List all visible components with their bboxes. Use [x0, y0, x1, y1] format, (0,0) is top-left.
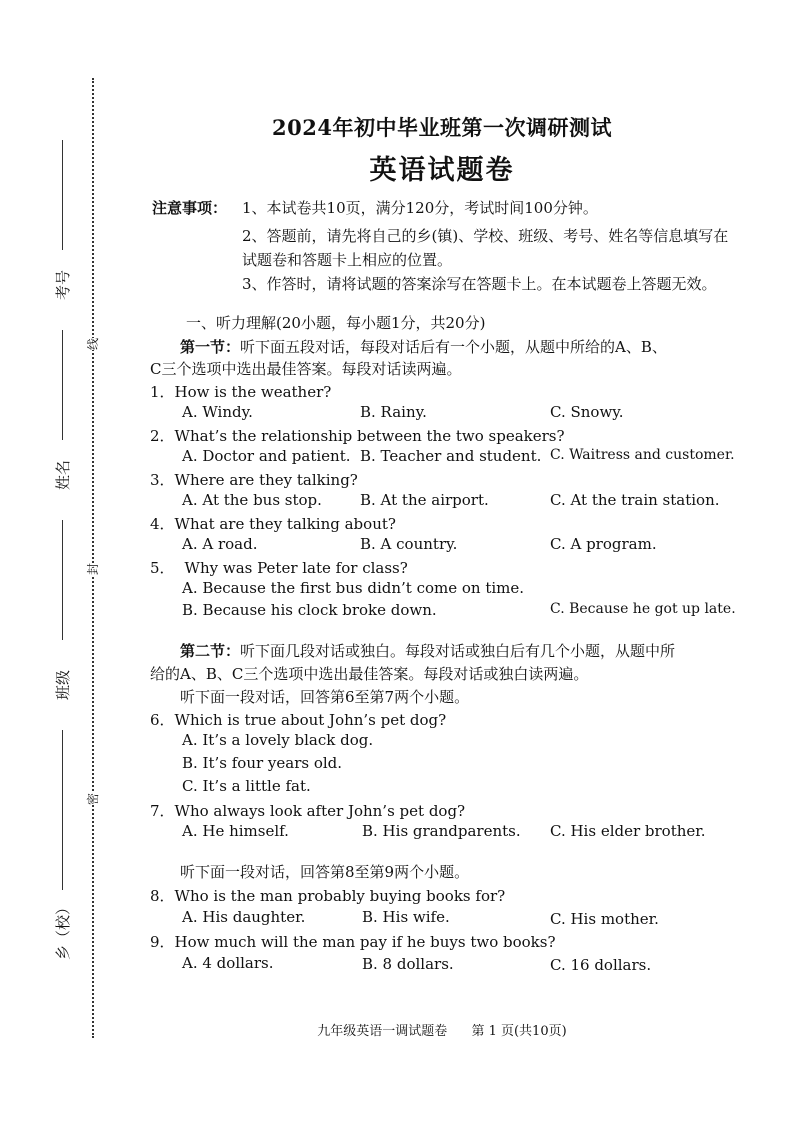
question-text: Who is the man probably buying books for?: [174, 887, 506, 905]
seal-mark-line: 线: [86, 337, 100, 350]
question-text: What’s the relationship between the two speakers?: [174, 427, 565, 445]
page-footer: [0, 1020, 794, 1039]
option-4c: C. A program.: [550, 535, 657, 553]
question-number: 4．: [150, 515, 175, 533]
notice-label: 注意事项：: [152, 199, 228, 217]
question-number: 6．: [150, 711, 175, 729]
option-2a: A. Doctor and patient.: [182, 447, 351, 465]
seal-mark-seal: 封: [86, 562, 100, 575]
school-label: 乡（校）: [54, 899, 72, 960]
option-8c: C. His mother.: [550, 910, 659, 928]
school-blank: [62, 730, 63, 890]
question-5: [150, 557, 408, 578]
exam-title: 2024年初中毕业班第一次调研测试: [272, 115, 612, 140]
question-text: Where are they talking?: [174, 471, 358, 489]
question-text: What are they talking about?: [174, 515, 396, 533]
question-8: [150, 885, 505, 906]
option-9c: C. 16 dollars.: [550, 956, 652, 974]
section-heading: 一、听力理解(20小题，每小题1分，共20分): [186, 314, 486, 332]
question-number: 8．: [150, 887, 175, 905]
exam-number-label: 考号: [54, 269, 72, 300]
question-number: 2．: [150, 427, 175, 445]
option-1c: C. Snowy.: [550, 403, 624, 421]
option-2b: B. Teacher and student.: [360, 447, 542, 465]
question-number: 9．: [150, 933, 175, 951]
option-6b: B. It’s four years old.: [182, 754, 343, 772]
option-6a: A. It’s a lovely black dog.: [182, 731, 374, 749]
question-2: [150, 425, 565, 446]
name-label: 姓名: [54, 459, 72, 490]
question-7: [150, 800, 465, 821]
instruction-q6-7: 听下面一段对话，回答第6至第7两个小题。: [180, 688, 470, 706]
instruction-q8-9: 听下面一段对话，回答第8至第9两个小题。: [180, 863, 470, 881]
option-3a: A. At the bus stop.: [182, 491, 322, 509]
option-9b: B. 8 dollars.: [362, 955, 454, 973]
option-8b: B. His wife.: [362, 908, 450, 926]
notice-item-3: 3、作答时，请将试题的答案涂写在答题卡上。在本试题卷上答题无效。: [242, 275, 717, 293]
option-5a: A. Because the first bus didn’t come on time.: [182, 579, 525, 597]
option-7c: C. His elder brother.: [550, 822, 706, 840]
option-7b: B. His grandparents.: [362, 822, 521, 840]
question-text: How is the weather?: [174, 383, 332, 401]
part2-text-a: 听下面几段对话或独白。每段对话或独白后有几个小题，从题中所: [240, 642, 676, 660]
question-number: 3．: [150, 471, 175, 489]
question-6: [150, 709, 446, 730]
option-6c: C. It’s a little fat.: [182, 777, 311, 795]
option-9a: A. 4 dollars.: [182, 954, 274, 972]
name-blank: [62, 330, 63, 440]
notice-item-1: 1、本试卷共10页，满分120分，考试时间100分钟。: [242, 199, 598, 217]
option-5c: C. Because he got up late.: [550, 601, 736, 617]
part2-title: 第二节：: [180, 642, 241, 660]
question-text: Which is true about John’s pet dog?: [174, 711, 447, 729]
option-2c: C. Waitress and customer.: [550, 447, 735, 463]
paper-subtitle: 英语试题卷: [369, 155, 515, 186]
question-number: 7．: [150, 802, 175, 820]
part2-intro-line2: 给的A、B、C三个选项中选出最佳答案。每段对话或独白读两遍。: [150, 665, 589, 683]
question-4: [150, 513, 396, 534]
option-1b: B. Rainy.: [360, 403, 427, 421]
part1-text-a: 听下面五段对话，每段对话后有一个小题，从题中所给的A、B、: [240, 338, 667, 356]
footer-page-number: 第 1 页(共10页): [471, 1024, 567, 1039]
notice-item-2: 2、答题前，请先将自己的乡(镇)、学校、班级、考号、姓名等信息填写在试题卷和答题卡上相应的位置。: [242, 227, 729, 269]
option-4b: B. A country.: [360, 535, 458, 553]
question-number: 1．: [150, 383, 175, 401]
part1-intro-line2: C三个选项中选出最佳答案。每段对话读两遍。: [150, 360, 462, 378]
question-3: [150, 469, 358, 490]
class-blank: [62, 520, 63, 640]
question-9: [150, 931, 555, 952]
option-1a: A. Windy.: [182, 403, 253, 421]
option-8a: A. His daughter.: [182, 908, 306, 926]
option-7a: A. He himself.: [182, 822, 289, 840]
binding-dotted-line: [92, 78, 94, 1038]
part2-intro-line1: [180, 640, 675, 661]
footer-paper-name: 九年级英语一调试题卷: [317, 1024, 448, 1039]
question-text: How much will the man pay if he buys two books?: [174, 933, 556, 951]
option-3c: C. At the train station.: [550, 491, 720, 509]
question-number: 5．: [150, 559, 175, 577]
option-5b: B. Because his clock broke down.: [182, 601, 437, 619]
part1-title: 第一节：: [180, 338, 241, 356]
question-1: [150, 381, 331, 402]
class-label: 班级: [54, 669, 72, 700]
question-text: Why was Peter late for class?: [184, 559, 408, 577]
question-text: Who always look after John’s pet dog?: [174, 802, 466, 820]
seal-mark-secret: 密: [86, 792, 100, 805]
part1-intro-line1: [180, 336, 667, 357]
option-4a: A. A road.: [182, 535, 258, 553]
option-3b: B. At the airport.: [360, 491, 489, 509]
